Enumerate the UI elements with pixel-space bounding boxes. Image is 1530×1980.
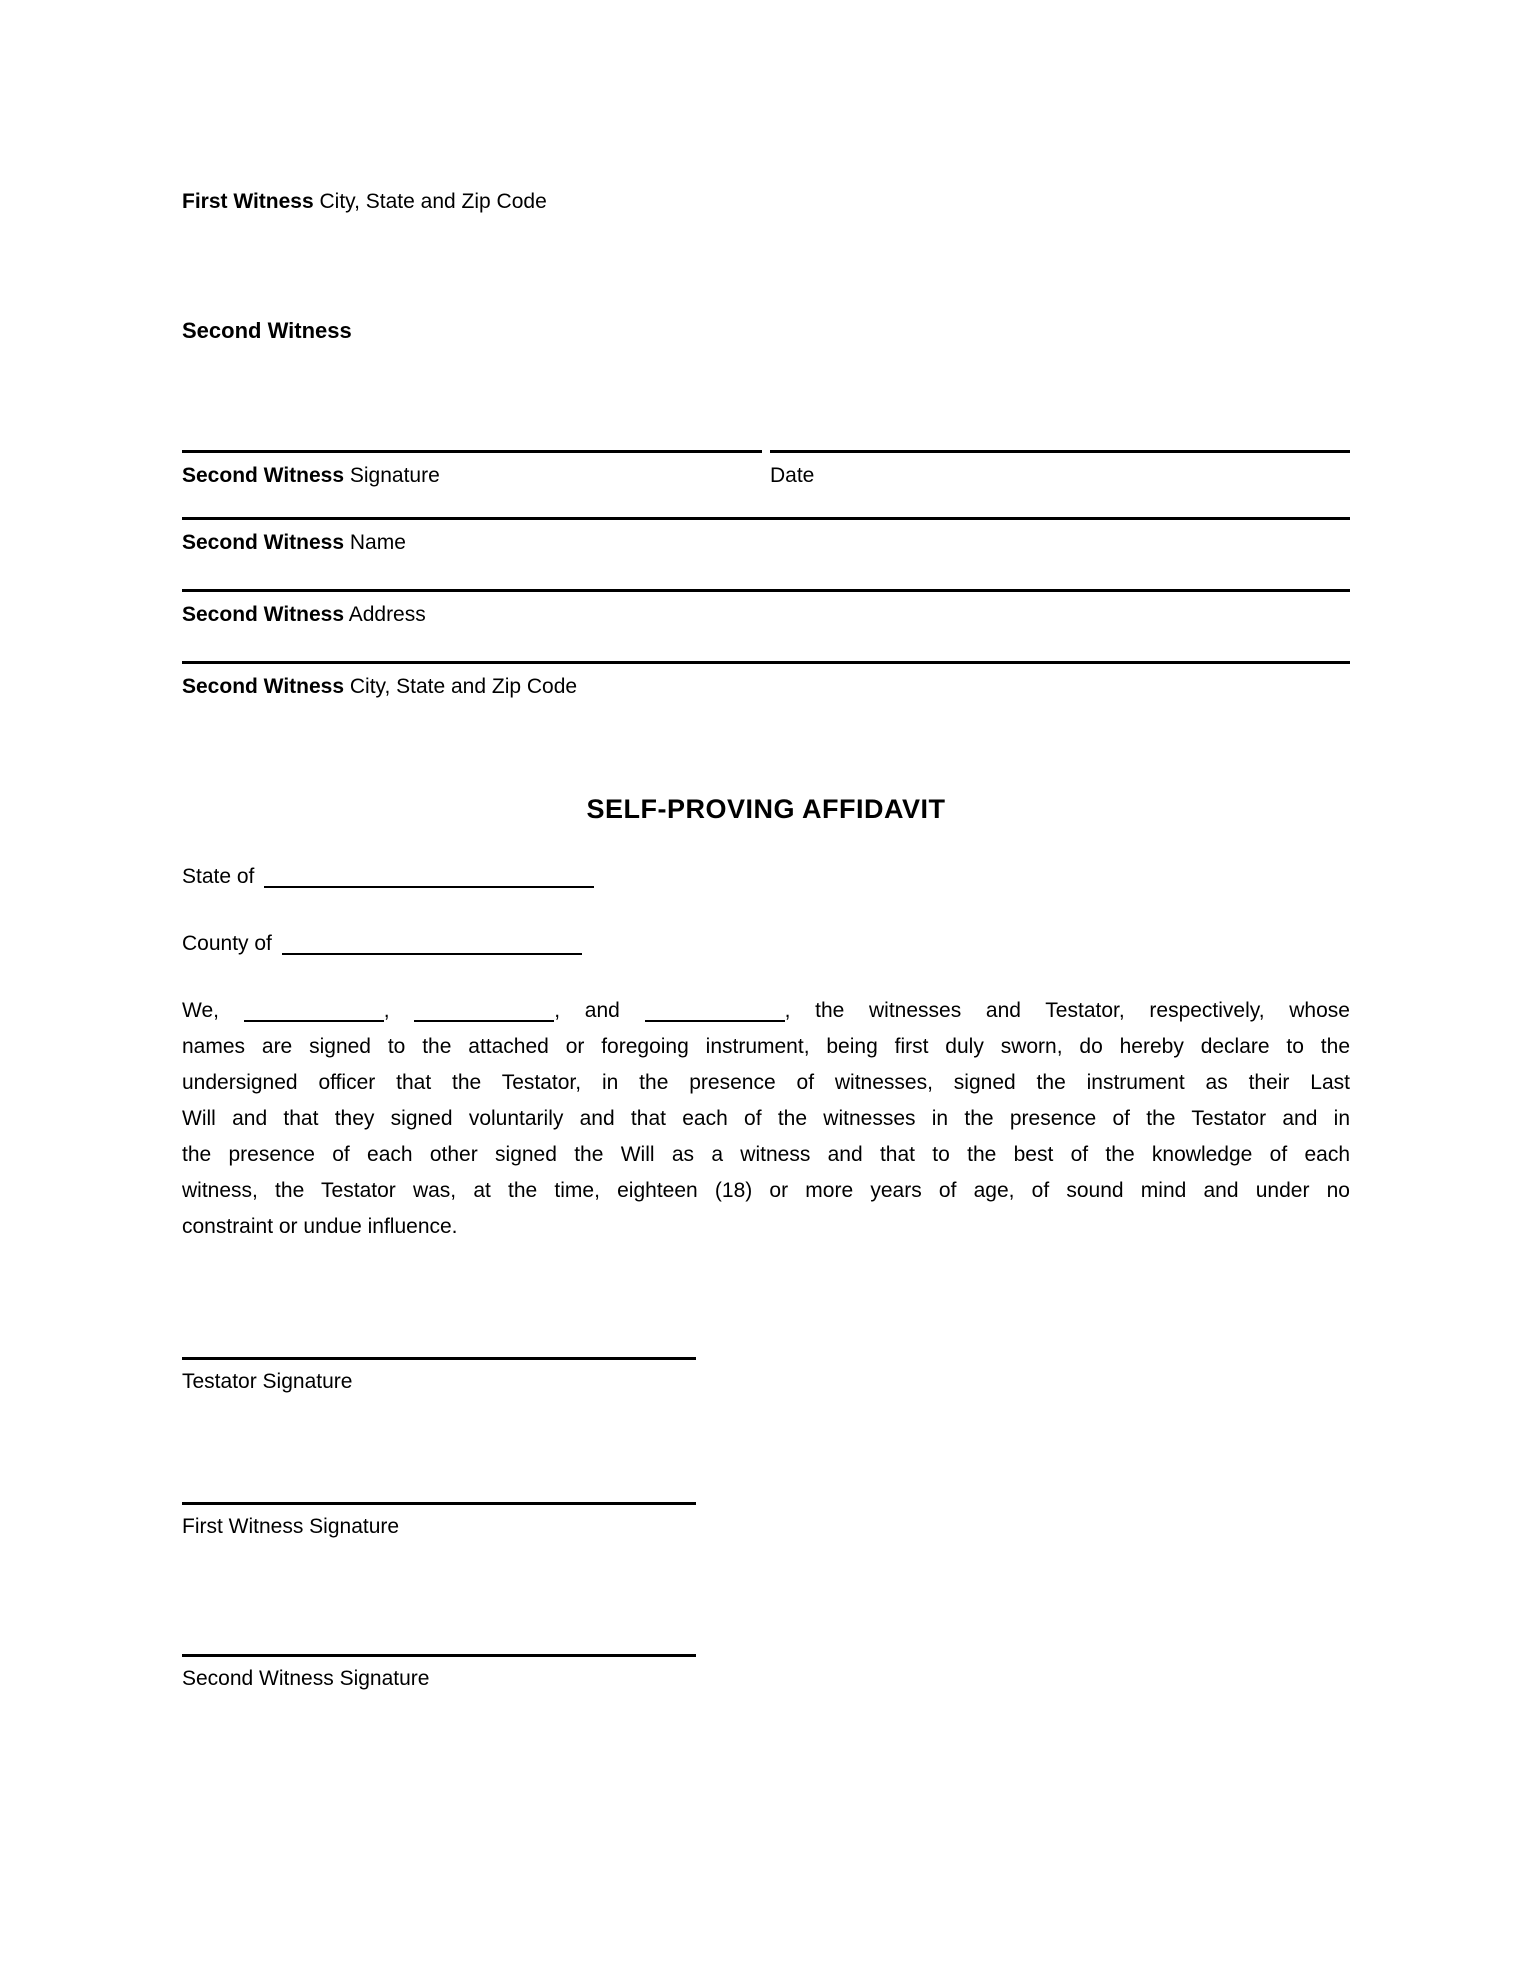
second-witness-name-label-bold: Second Witness	[182, 531, 345, 554]
affidavit-comma-1: ,	[383, 999, 390, 1022]
affidavit-body	[182, 993, 1350, 1245]
county-of-label: County of	[182, 932, 272, 955]
second-witness-city-label-bold: Second Witness	[182, 675, 345, 698]
second-witness-signature-label-rest: Signature	[349, 464, 440, 487]
second-witness-name-label	[182, 520, 1350, 555]
witness-name-blank-3	[645, 1020, 785, 1022]
second-witness-signature-label: Second Witness Signature	[182, 1667, 430, 1690]
affidavit-body-line-7: constraint or undue influence.	[182, 1215, 458, 1238]
affidavit-body-line-5: the presence of each other signed the Will as a witness and that to the best of the knowledge of each	[182, 1143, 1350, 1166]
second-witness-city-label-rest: City, State and Zip Code	[349, 675, 578, 698]
second-witness-signature-block	[182, 1654, 696, 1691]
date-label: Date	[770, 464, 815, 487]
county-of-row	[182, 931, 1350, 957]
first-witness-city-label	[182, 190, 1350, 214]
affidavit-body-line-3: undersigned officer that the Testator, in the presence of witnesses, signed the instrument as their Last	[182, 1071, 1350, 1094]
witness-name-blank-1	[244, 1020, 384, 1022]
first-witness-city-label-bold: First Witness	[182, 190, 314, 213]
state-of-row	[182, 864, 1350, 890]
state-blank-line	[264, 886, 594, 888]
affidavit-body-line-6: witness, the Testator was, at the time, eighteen (18) or more years of age, of sound mind and under no	[182, 1179, 1350, 1202]
second-witness-address-label-bold: Second Witness	[182, 603, 345, 626]
first-witness-signature-block	[182, 1502, 696, 1539]
second-witness-signature-field	[182, 450, 762, 488]
second-witness-city-field	[182, 661, 1350, 699]
second-witness-address-label-rest: Address	[348, 603, 426, 626]
first-witness-city-label-rest: City, State and Zip Code	[319, 190, 547, 213]
second-witness-heading: Second Witness	[182, 318, 352, 343]
affidavit-title: SELF-PROVING AFFIDAVIT	[586, 794, 946, 824]
witness-name-blank-2	[414, 1020, 554, 1022]
affidavit-and-text: , and	[554, 999, 620, 1022]
testator-signature-block	[182, 1357, 696, 1394]
second-witness-address-field	[182, 589, 1350, 627]
affidavit-line-1-rest: , the witnesses and Testator, respectively, whose	[784, 999, 1350, 1022]
second-witness-name-label-rest: Name	[349, 531, 406, 554]
first-witness-signature-label: First Witness Signature	[182, 1515, 400, 1538]
affidavit-we-text: We,	[182, 999, 219, 1022]
date-field	[770, 450, 1350, 488]
second-witness-name-field	[182, 517, 1350, 555]
second-witness-city-label	[182, 664, 1350, 699]
affidavit-body-line-4: Will and that they signed voluntarily and that each of the witnesses in the presence of the Testator and in	[182, 1107, 1350, 1130]
state-of-label: State of	[182, 865, 255, 888]
second-witness-address-label	[182, 592, 1350, 627]
second-witness-signature-date-row	[182, 450, 1350, 488]
second-witness-signature-label-bold: Second Witness	[182, 464, 345, 487]
affidavit-body-line-2: names are signed to the attached or foregoing instrument, being first duly sworn, do hereby declare to the	[182, 1035, 1350, 1058]
county-blank-line	[282, 953, 582, 955]
second-witness-signature-label	[182, 453, 762, 488]
affidavit-body-line-1	[182, 993, 1350, 1029]
testator-signature-label: Testator Signature	[182, 1370, 353, 1393]
